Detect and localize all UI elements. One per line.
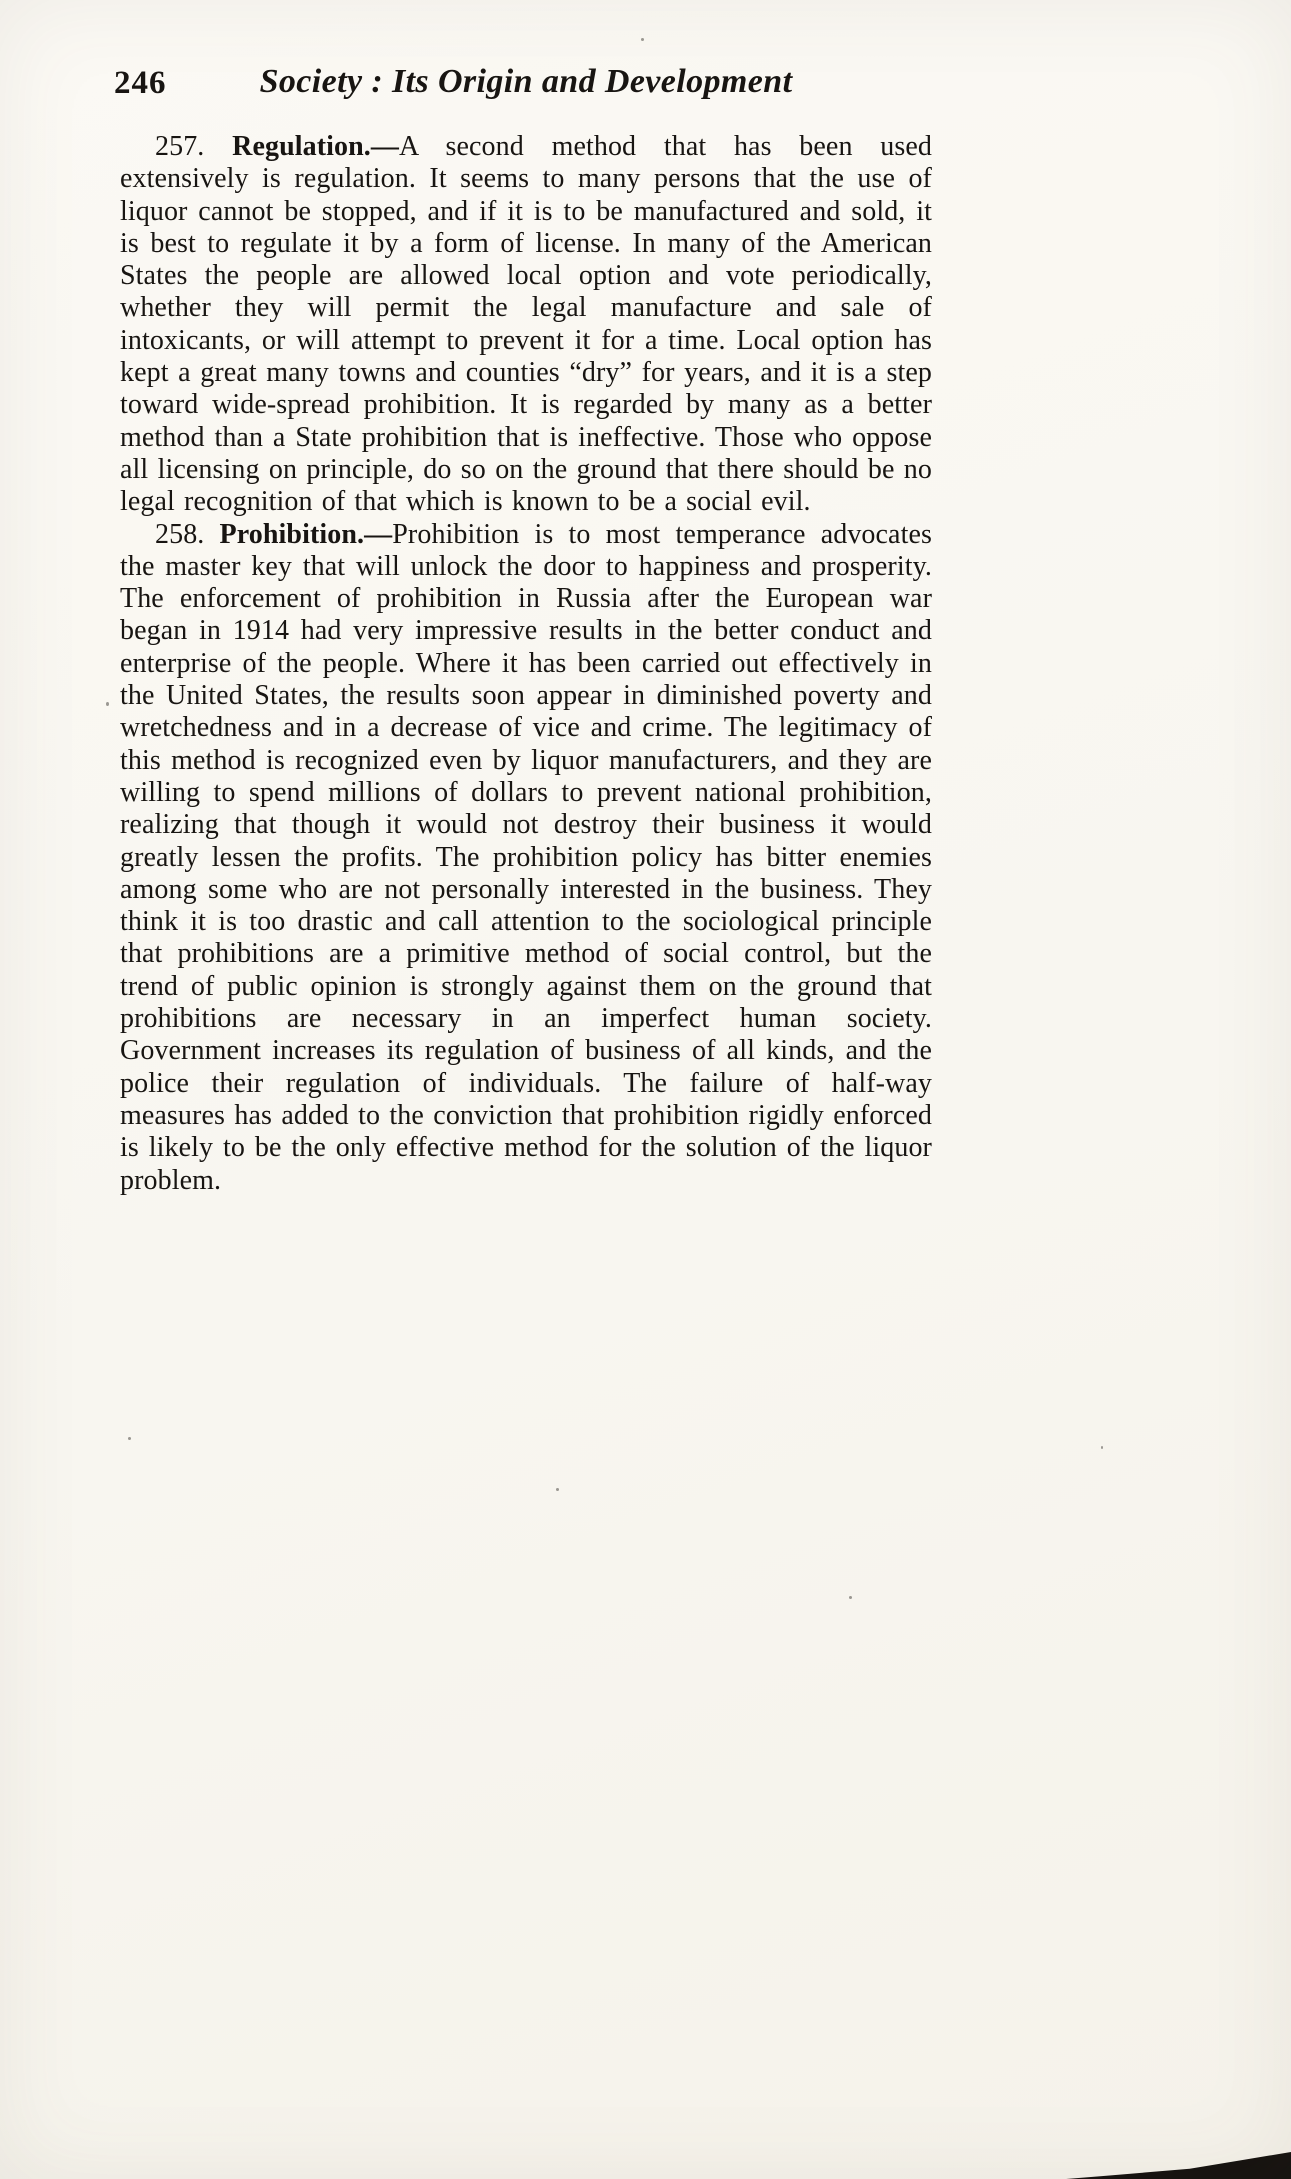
running-header	[114, 62, 932, 102]
page-number: 246	[114, 65, 167, 101]
em-dash: —	[370, 131, 400, 162]
paragraph-258	[120, 519, 932, 1197]
em-dash: —	[364, 518, 393, 550]
paragraph-body: Prohibition is to most temperance advocates the master key that will unlock the door to happiness and prosperity. The enforcement of prohibition in Russia after the European war began in 1914 had very impressive results in the better conduct and enterprise of the people. Where it has been carried out effectively in the United States, the results soon appear in diminished poverty and wretchedness and in a decrease of vice and crime. The legitimacy of this method is recognized even by liquor manufacturers, and they are willing to spend millions of dollars to prevent national prohibition, realizing that though it would not destroy their business it would greatly lessen the profits. The prohibition policy has bitter enemies among some who are not personally interested in the business. They think it is too drastic and call attention to the sociological principle that prohibitions are a primitive method of social control, but the trend of public opinion is strongly against them on the ground that prohibitions are necessary in an imperfect human society. Government increases its regulation of business of all kinds, and the police their regulation of individuals. The failure of half-way measures has added to the conviction that prohibition rigidly enforced is likely to be the only effective method for the solution of the liquor problem.	[120, 518, 932, 1196]
paragraph-number: 257.	[155, 131, 205, 162]
text-block	[120, 131, 932, 1197]
scan-speck	[556, 1488, 559, 1491]
paragraph-title: Regulation.	[232, 131, 371, 162]
scan-speck	[128, 1437, 131, 1440]
paragraph-number: 258.	[155, 518, 205, 550]
scan-speck	[849, 1596, 852, 1599]
running-title: Society : Its Origin and Development	[259, 63, 793, 100]
scan-speck	[1101, 1446, 1103, 1449]
scan-corner-artifact	[1066, 2152, 1291, 2179]
paragraph-title: Prohibition.	[219, 518, 365, 550]
scan-speck	[641, 38, 644, 41]
scan-speck	[106, 702, 109, 706]
paragraph-257	[120, 131, 932, 519]
paragraph-body: A second method that has been used extensively is regulation. It seems to many persons that the use of liquor cannot be stopped, and if it is to be manufactured and sold, it is best to regulate it by a form of license. In many of the American States the people are allowed local option and vote periodically, whether they will permit the legal manufacture and sale of intoxicants, or will attempt to prevent it for a time. Local option has kept a great many towns and counties “dry” for years, and it is a step toward wide-spread prohibition. It is regarded by many as a better method than a State prohibition that is ineffective. Those who oppose all licensing on principle, do so on the ground that there should be no legal recognition of that which is known to be a social evil.	[120, 131, 932, 518]
